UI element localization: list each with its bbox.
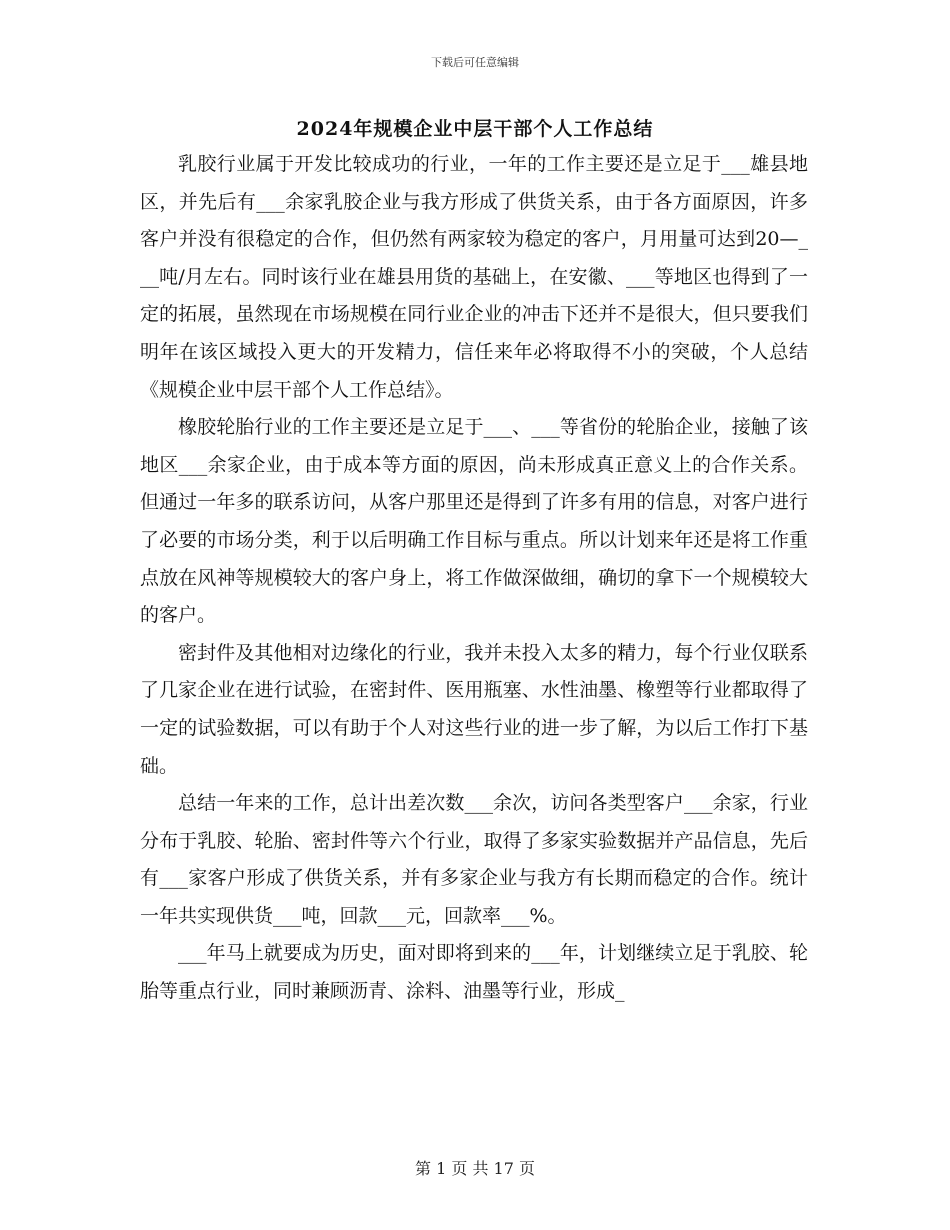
paragraph-annual-summary: 总结一年来的工作，总计出差次数___余次，访问各类型客户___余家，行业分布于乳胶、轮胎、密封件等六个行业，取得了多家实验数据并产品信息，先后有___家客户形成了供货关系，并有多家企业与我方有长期而稳定的合作。统计一年共实现供货___吨，回款___元，回款率___%。 [140, 792, 808, 927]
paragraph-seal-industry: 密封件及其他相对边缘化的行业，我并未投入太多的精力，每个行业仅联系了几家企业在进行试验，在密封件、医用瓶塞、水性油墨、橡塑等行业都取得了一定的试验数据，可以有助于个人对这些行业的进一步了解，为以后工作打下基础。 [140, 641, 808, 777]
document-body [140, 146, 808, 1011]
header-note: 下载后可任意编辑 [431, 56, 519, 69]
document-title: 2024年规模企业中层干部个人工作总结 [296, 118, 654, 140]
paragraph-next-year-plan: ___年马上就要成为历史，面对即将到来的___年，计划继续立足于乳胶、轮胎等重点行业，同时兼顾沥青、涂料、油墨等行业，形成_ [140, 942, 808, 1003]
paragraph-latex-industry: 乳胶行业属于开发比较成功的行业，一年的工作主要还是立足于___雄县地区，并先后有___余家乳胶企业与我方形成了供货关系，由于各方面原因，许多客户并没有很稳定的合作，但仍然有两家较为稳定的客户，月用量可达到20—___吨/月左右。同时该行业在雄县用货的基础上，在安徽、___等地区也得到了一定的拓展，虽然现在市场规模在同行业企业的冲击下还并不是很大，但只要我们明年在该区域投入更大的开发精力，信任来年必将取得不小的突破，个人总结《规模企业中层干部个人工作总结》。 [140, 153, 808, 401]
paragraph-tire-industry: 橡胶轮胎行业的工作主要还是立足于___、___等省份的轮胎企业，接触了该地区___余家企业，由于成本等方面的原因，尚未形成真正意义上的合作关系。但通过一年多的联系访问，从客户那里还是得到了许多有用的信息，对客户进行了必要的市场分类，利于以后明确工作目标与重点。所以计划来年还是将工作重点放在风神等规模较大的客户身上，将工作做深做细，确切的拿下一个规模较大的客户。 [140, 416, 808, 627]
page-number: 第 1 页 共 17 页 [415, 1159, 535, 1178]
